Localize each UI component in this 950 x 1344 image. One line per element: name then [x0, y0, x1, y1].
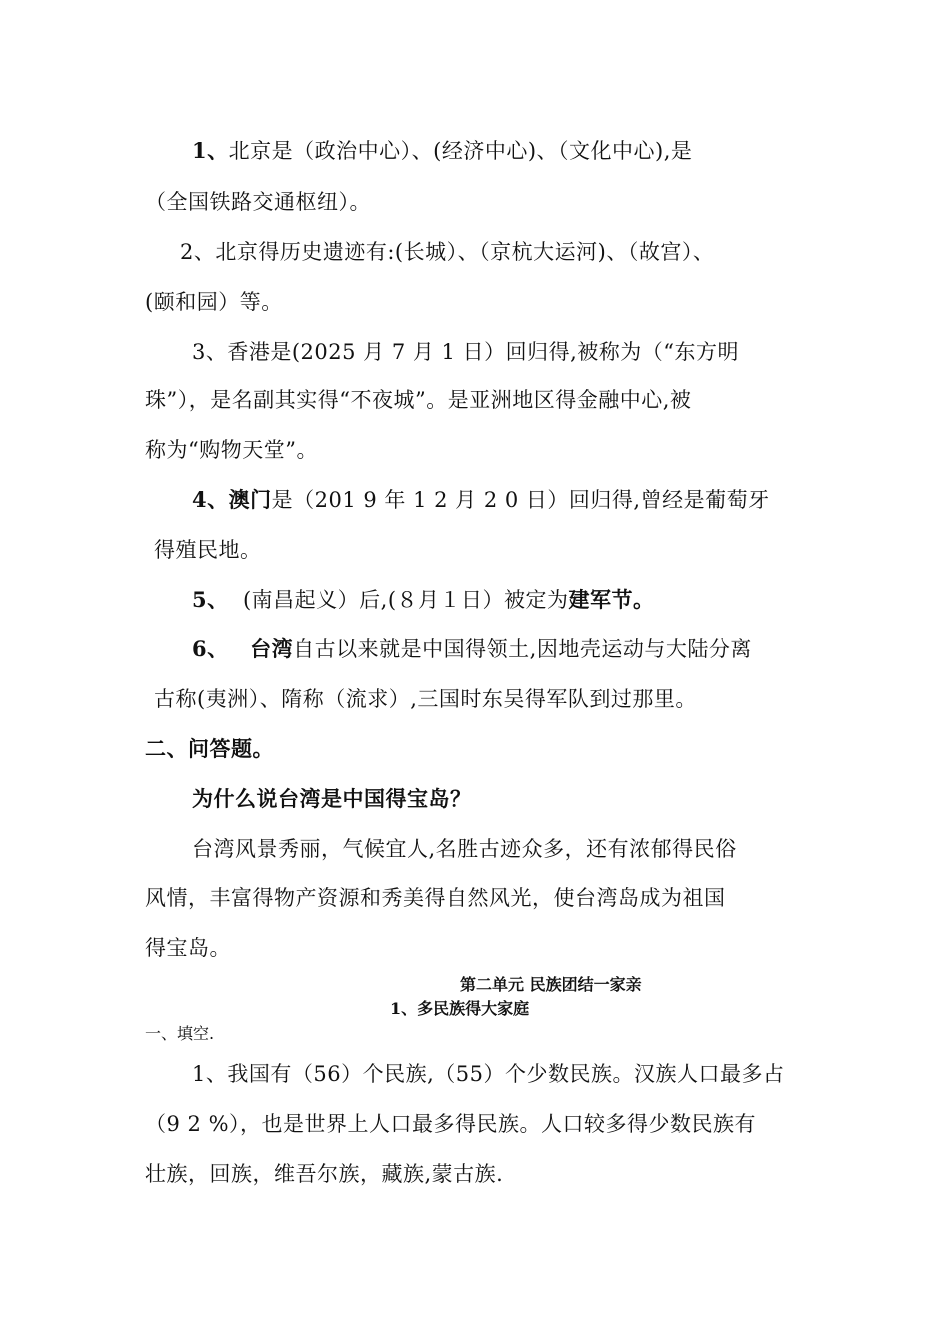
lesson-title: 1、多民族得大家庭 — [390, 999, 530, 1018]
item-6-number: 6、 — [192, 636, 229, 661]
item-5-text: (南昌起义）后,(８月１日）被定为 — [242, 588, 569, 612]
item-4-text: 是（201 9 年 1 2 月 2 0 日）回归得,曾经是葡萄牙 — [271, 488, 770, 512]
item-1-line-1 — [192, 137, 692, 165]
item-1-text: 北京是（政治中心）、(经济中心)、（文化中心),是 — [228, 139, 693, 163]
item-3-line-3: 称为“购物天堂”。 — [145, 438, 318, 462]
item-6-text: 自古以来就是中国得领土,因地壳运动与大陆分离 — [293, 637, 752, 661]
unit-2-q1-line-2: （9 2 %），也是世界上人口最多得民族。人口较多得少数民族有 — [145, 1112, 757, 1136]
item-1-number: 1、 — [192, 138, 229, 163]
item-4-keyword: 澳门 — [228, 487, 272, 512]
section-2-answer-line-3: 得宝岛。 — [145, 936, 231, 960]
item-4-line-2: 得殖民地。 — [154, 538, 262, 562]
item-4-number: 4、 — [192, 487, 229, 512]
unit-2-title: 第二单元 民族团结一家亲 — [460, 975, 642, 994]
item-5-line-1 — [192, 586, 655, 614]
item-4-line-1 — [192, 486, 770, 514]
item-6-keyword: 台湾 — [250, 636, 294, 661]
item-3-line-2: 珠”），是名副其实得“不夜城”。是亚洲地区得金融中心,被 — [145, 388, 692, 412]
item-6-line-1 — [192, 635, 752, 663]
item-5-number: 5、 — [192, 587, 229, 612]
section-2-answer-line-2: 风情，丰富得物产资源和秀美得自然风光，使台湾岛成为祖国 — [145, 886, 726, 910]
item-3-line-1: 3、香港是(2025 月 7 月 1 日）回归得,被称为（“东方明 — [192, 340, 740, 364]
fill-in-heading: 一、填空. — [145, 1024, 215, 1043]
unit-2-q1-line-3: 壮族，回族，维吾尔族，藏族,蒙古族. — [145, 1162, 504, 1186]
item-6-line-2: 古称(夷洲）、隋称（流求）,三国时东吴得军队到过那里。 — [154, 687, 697, 711]
section-2-question: 为什么说台湾是中国得宝岛？ — [192, 786, 472, 811]
item-2-line-1: 2、北京得历史遗迹有:(长城）、（京杭大运河)、（故宫）、 — [180, 240, 715, 264]
item-5-keyword: 建军节。 — [568, 587, 655, 612]
item-1-line-2: （全国铁路交通枢纽）。 — [145, 190, 371, 214]
unit-2-q1-line-1: 1、我国有（56）个民族,（55）个少数民族。汉族人口最多占 — [192, 1062, 785, 1086]
section-2-answer-line-1: 台湾风景秀丽，气候宜人,名胜古迹众多，还有浓郁得民俗 — [192, 837, 737, 861]
section-2-heading: 二、问答题。 — [145, 736, 274, 761]
item-2-line-2: (颐和园）等。 — [145, 290, 283, 314]
